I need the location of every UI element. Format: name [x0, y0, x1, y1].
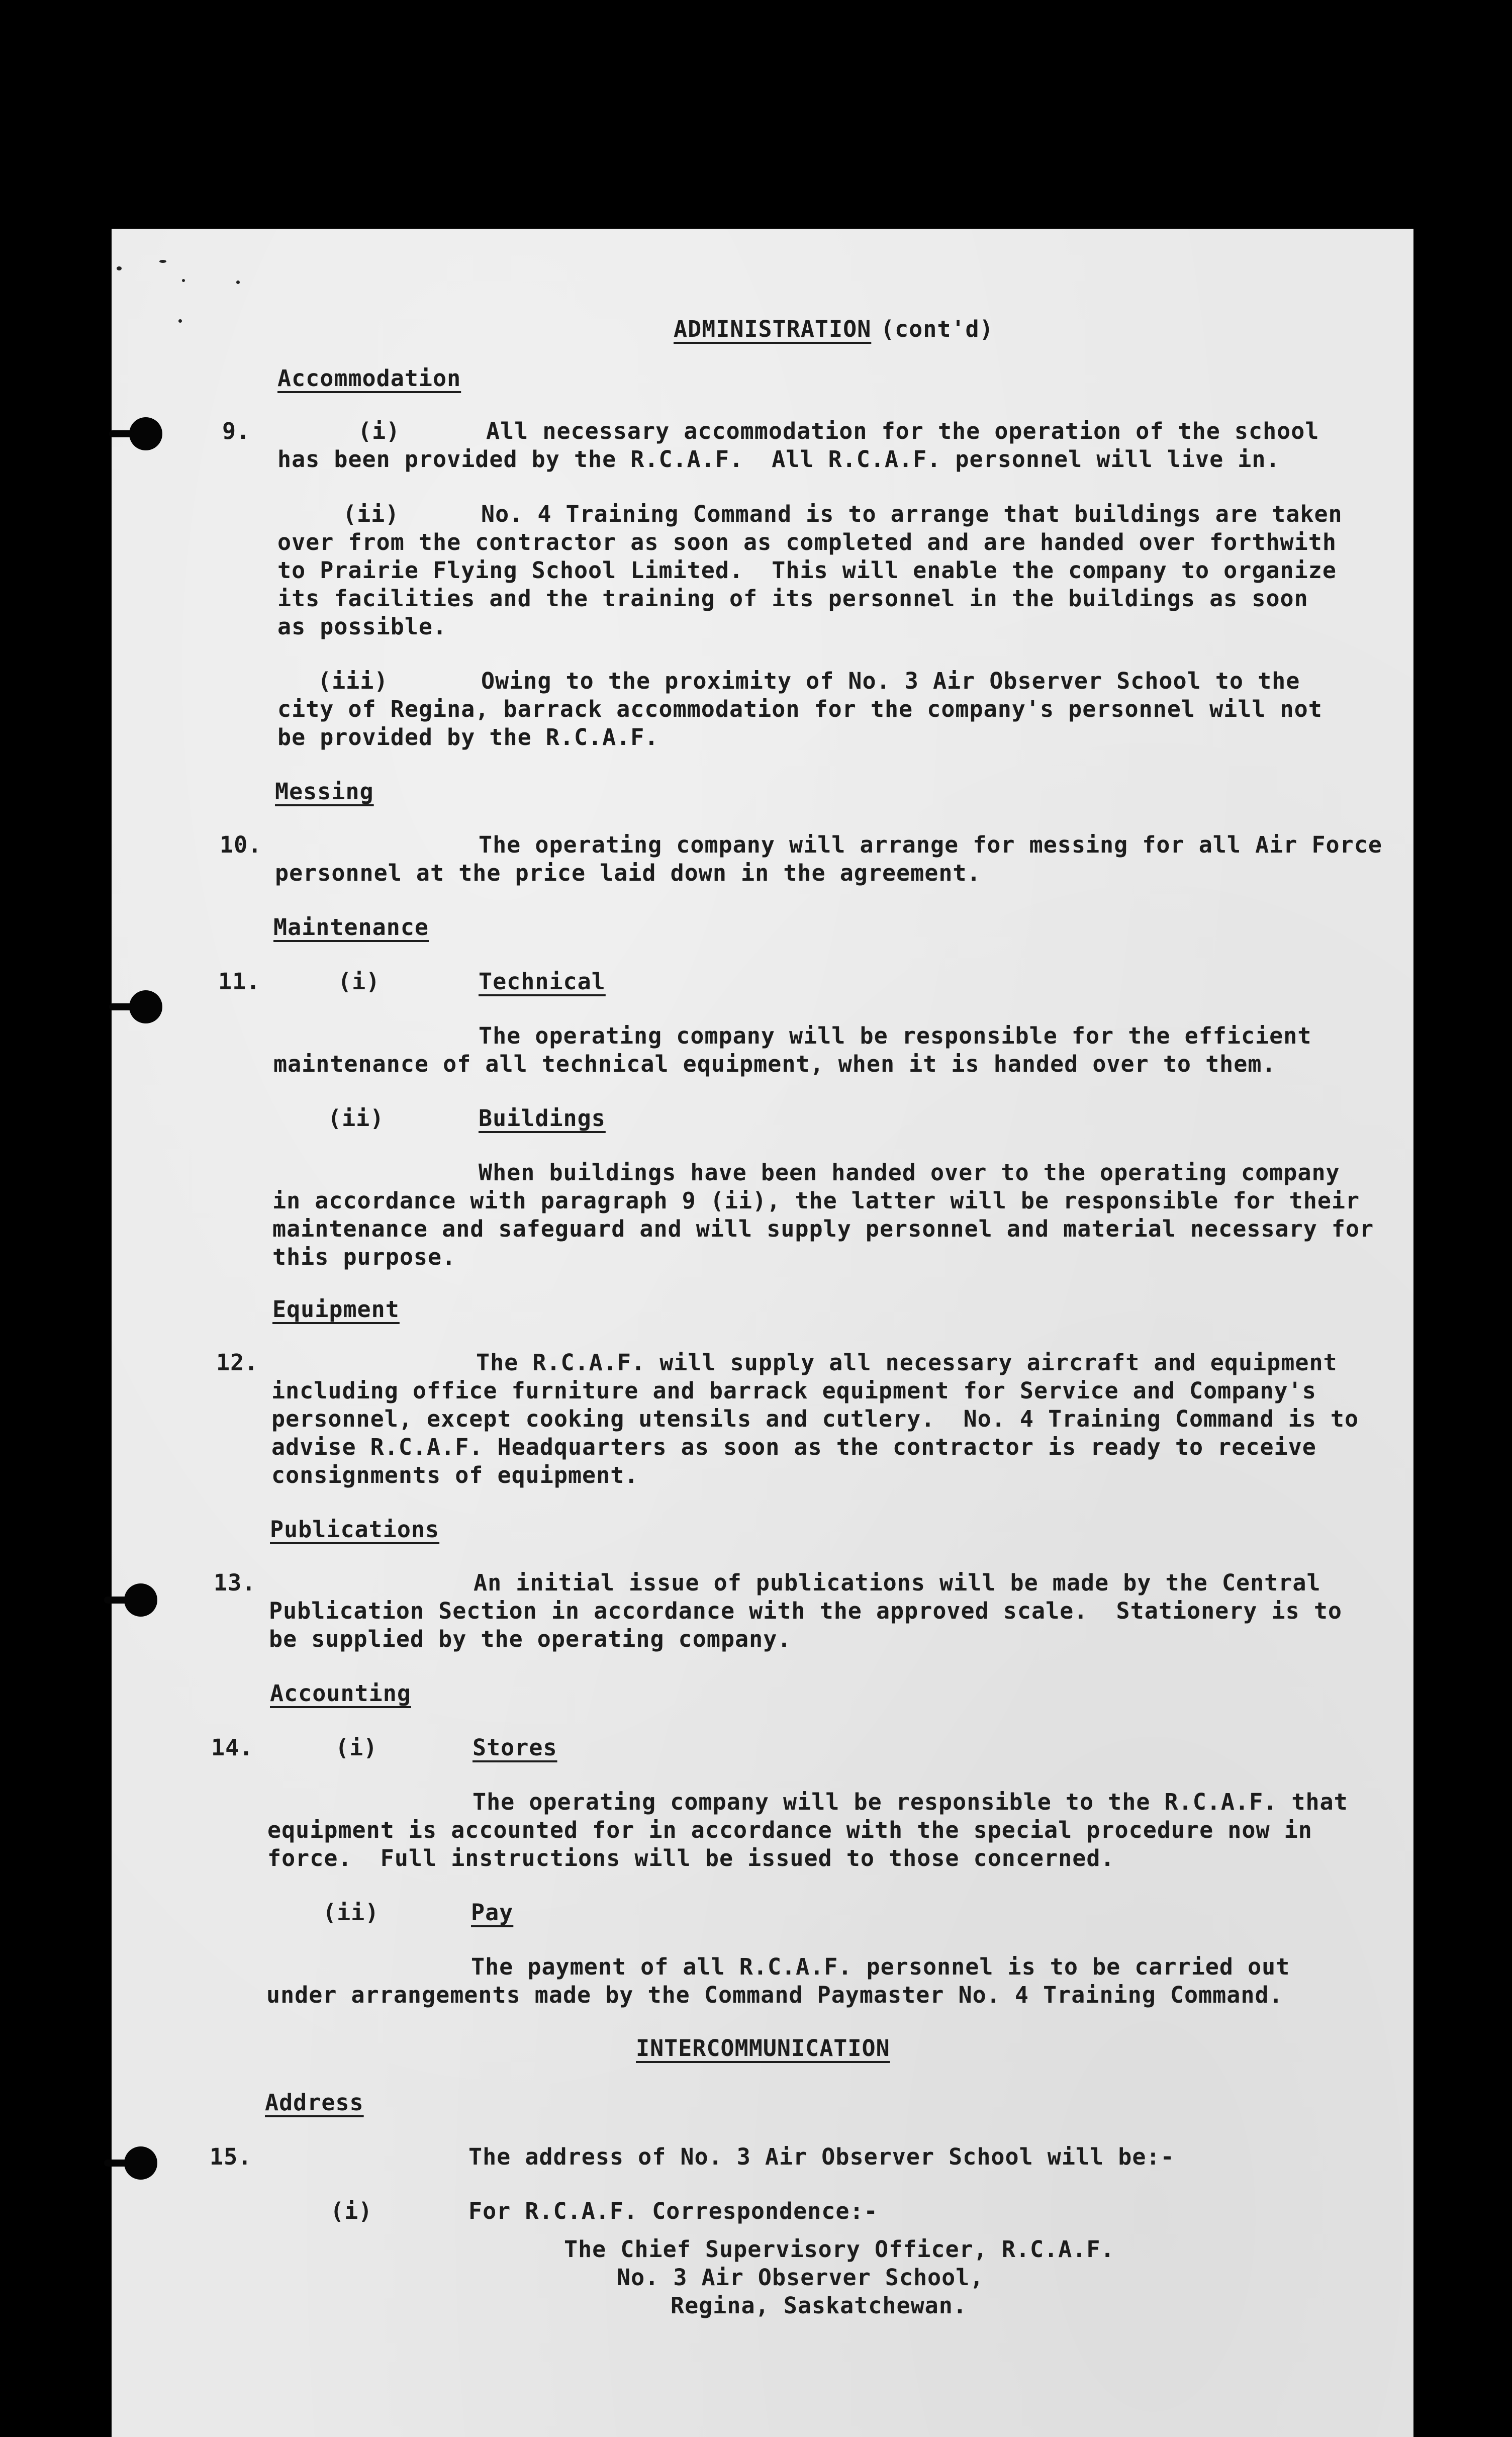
para11-i-line2: maintenance of all technical equipment, when it is handed over to them.: [273, 1051, 1276, 1077]
para11-i-label: (i): [338, 968, 381, 995]
paper-speck: [117, 266, 122, 270]
para9-iii-line3: be provided by the R.C.A.F.: [277, 724, 659, 751]
para13-number: 13.: [214, 1569, 256, 1596]
address-line-3: Regina, Saskatchewan.: [671, 2292, 967, 2319]
para11-i-line1: The operating company will be responsible for the efficient: [479, 1022, 1312, 1049]
para9-ii-label: (ii): [343, 501, 400, 527]
paper-speck: [236, 280, 240, 284]
para14-ii-heading: Pay: [471, 1899, 514, 1926]
para14-i-heading: Stores: [472, 1734, 557, 1761]
para11-ii-line2: in accordance with paragraph 9 (ii), the latter will be responsible for their: [272, 1187, 1360, 1214]
section-heading-address: Address: [265, 2089, 364, 2116]
para13-line2: Publication Section in accordance with the approved scale. Stationery is to: [269, 1598, 1343, 1624]
para12-line3: personnel, except cooking utensils and cutlery. No. 4 Training Command is to: [271, 1405, 1359, 1432]
para9-ii-line2: over from the contractor as soon as completed and are handed over forthwith: [277, 529, 1337, 555]
para14-ii-label: (ii): [323, 1899, 380, 1926]
section-heading-accommodation: Accommodation: [277, 365, 461, 392]
para9-iii-line1: Owing to the proximity of No. 3 Air Observer School to the: [481, 668, 1300, 694]
para14-i-label: (i): [335, 1734, 378, 1761]
punch-hole-1: [129, 417, 162, 450]
para9-i-label: (i): [358, 418, 401, 444]
para12-number: 12.: [216, 1349, 259, 1376]
page-title: ADMINISTRATION: [674, 316, 872, 342]
para11-ii-line1: When buildings have been handed over to the operating company: [479, 1159, 1340, 1186]
paper-speck: [178, 319, 182, 323]
para12-line5: consignments of equipment.: [271, 1462, 639, 1488]
para9-ii-line3: to Prairie Flying School Limited. This will enable the company to organize: [277, 557, 1337, 584]
para11-ii-heading: Buildings: [479, 1105, 606, 1132]
para10-line1: The operating company will arrange for messing for all Air Force: [479, 831, 1382, 858]
section-heading-equipment: Equipment: [272, 1296, 400, 1323]
para11-number: 11.: [218, 968, 261, 995]
para9-ii-line1: No. 4 Training Command is to arrange that buildings are taken: [481, 501, 1343, 527]
para12-line4: advise R.C.A.F. Headquarters as soon as the contractor is ready to receive: [271, 1434, 1316, 1460]
address-line-1: The Chief Supervisory Officer, R.C.A.F.: [564, 2236, 1115, 2263]
para9-i-line1: All necessary accommodation for the operation of the school: [486, 418, 1319, 444]
para11-ii-line4: this purpose.: [272, 1244, 456, 1270]
address-line-2: No. 3 Air Observer School,: [617, 2264, 984, 2291]
section-heading-messing: Messing: [275, 778, 374, 805]
para11-ii-label: (ii): [328, 1105, 385, 1132]
punch-hole-3: [124, 1583, 157, 1617]
para15-line1: The address of No. 3 Air Observer School will be:-: [468, 2143, 1175, 2170]
para15-i-label: (i): [330, 2198, 373, 2224]
page-title-suffix: (cont'd): [881, 316, 994, 342]
punch-hole-2: [129, 990, 162, 1023]
para14-number: 14.: [211, 1734, 254, 1761]
para9-ii-line5: as possible.: [277, 613, 447, 640]
para9-iii-label: (iii): [318, 668, 389, 694]
section-heading-accounting: Accounting: [270, 1680, 411, 1707]
para14-i-line2: equipment is accounted for in accordance with the special procedure now in: [267, 1817, 1312, 1843]
para15-i-line1: For R.C.A.F. Correspondence:-: [468, 2198, 878, 2224]
para10-line2: personnel at the price laid down in the agreement.: [275, 860, 981, 886]
section-heading-maintenance: Maintenance: [273, 914, 429, 941]
para14-ii-line2: under arrangements made by the Command Paymaster No. 4 Training Command.: [266, 1982, 1283, 2008]
document-page: [112, 229, 1413, 2437]
para15-number: 15.: [210, 2143, 252, 2170]
para11-ii-line3: maintenance and safeguard and will supply personnel and material necessary for: [272, 1215, 1374, 1242]
para14-i-line1: The operating company will be responsible to the R.C.A.F. that: [472, 1789, 1348, 1815]
section-heading-intercommunication: INTERCOMMUNICATION: [636, 2035, 890, 2061]
para14-ii-line1: The payment of all R.C.A.F. personnel is to be carried out: [471, 1953, 1290, 1980]
para9-iii-line2: city of Regina, barrack accommodation for the company's personnel will not: [277, 696, 1322, 722]
para9-i-line2: has been provided by the R.C.A.F. All R.C.A.F. personnel will live in.: [277, 446, 1280, 473]
para13-line1: An initial issue of publications will be made by the Central: [474, 1569, 1321, 1596]
para10-number: 10.: [220, 831, 262, 858]
paper-speck: [182, 279, 185, 282]
para9-number: 9.: [222, 418, 251, 444]
para12-line2: including office furniture and barrack equipment for Service and Company's: [271, 1377, 1316, 1404]
para14-i-line3: force. Full instructions will be issued to those concerned.: [267, 1845, 1115, 1871]
paper-speck: [159, 260, 166, 263]
punch-hole-4: [124, 2146, 157, 2180]
para9-ii-line4: its facilities and the training of its personnel in the buildings as soon: [277, 585, 1308, 612]
para13-line3: be supplied by the operating company.: [269, 1626, 792, 1652]
para12-line1: The R.C.A.F. will supply all necessary aircraft and equipment: [476, 1349, 1338, 1376]
para11-i-heading: Technical: [479, 968, 606, 995]
section-heading-publications: Publications: [270, 1516, 440, 1543]
